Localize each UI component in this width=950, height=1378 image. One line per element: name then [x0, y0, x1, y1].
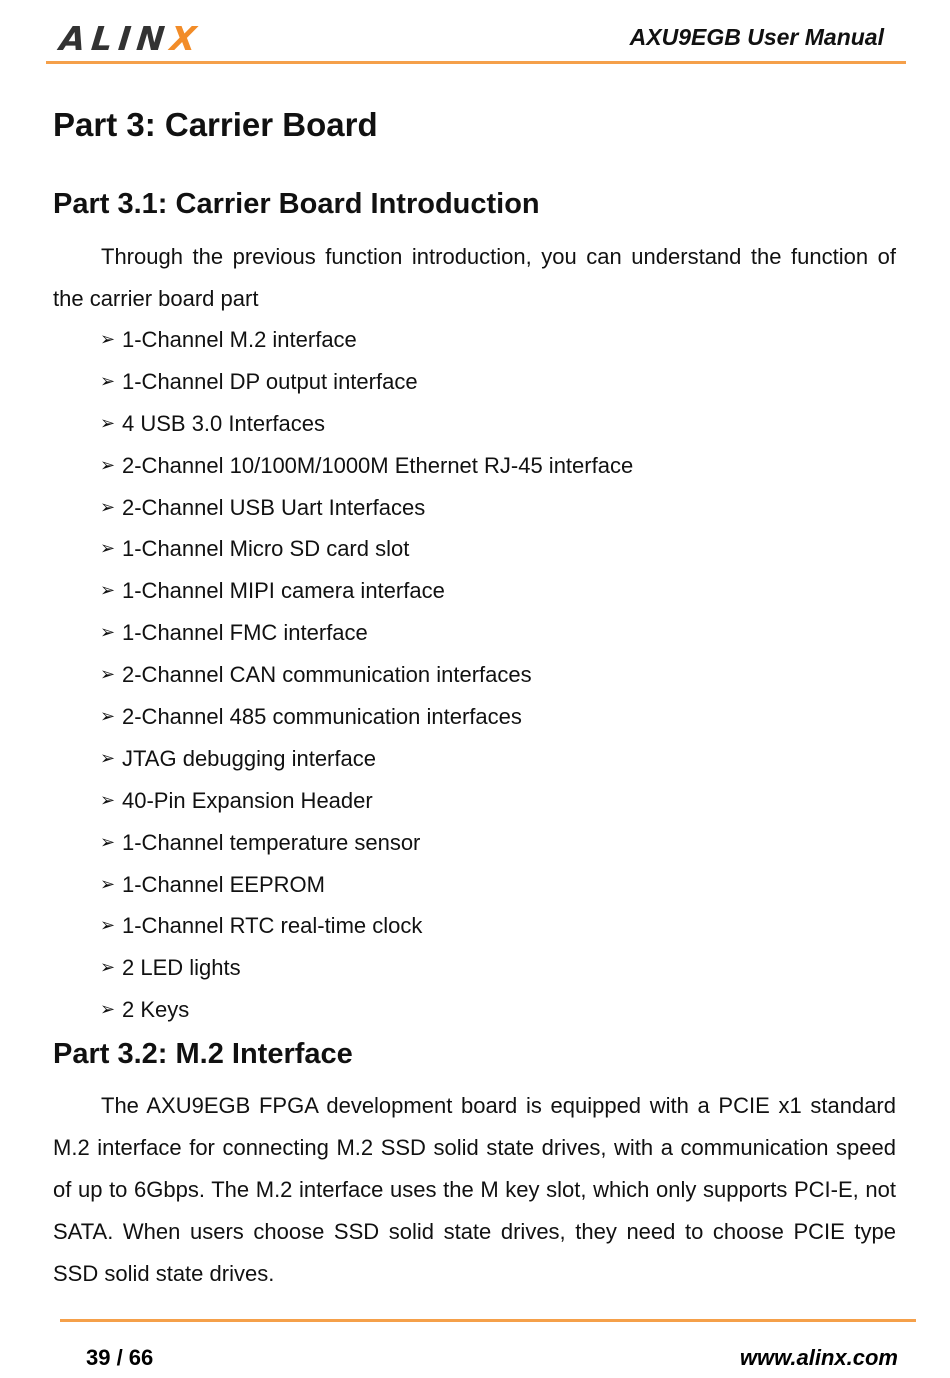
feature-list-item: [100, 738, 633, 780]
feature-list-label: 1-Channel DP output interface: [122, 368, 418, 394]
feature-list-item: [100, 864, 633, 906]
section-heading-m2: Part 3.2: M.2 Interface: [53, 1038, 353, 1070]
feature-list-item: [100, 528, 633, 570]
right-arrowhead-icon: ➢: [100, 831, 116, 853]
feature-list-label: 2-Channel 10/100M/1000M Ethernet RJ-45 interface: [122, 452, 634, 478]
feature-list-item: [100, 905, 633, 947]
right-arrowhead-icon: ➢: [100, 957, 116, 979]
logo-wordmark: ALINX: [57, 18, 204, 58]
feature-list-item: [100, 654, 633, 696]
feature-list-label: 2-Channel CAN communication interfaces: [122, 662, 532, 688]
intro-text: Through the previous function introduction, you can understand the function of the carrier board part: [53, 244, 896, 311]
feature-list-label: 1-Channel RTC real-time clock: [122, 913, 423, 939]
right-arrowhead-icon: ➢: [100, 999, 116, 1021]
right-arrowhead-icon: ➢: [100, 370, 116, 392]
right-arrowhead-icon: ➢: [100, 873, 116, 895]
feature-list-item: [100, 487, 633, 529]
right-arrowhead-icon: ➢: [100, 580, 116, 602]
right-arrowhead-icon: ➢: [100, 454, 116, 476]
feature-list-label: 40-Pin Expansion Header: [122, 787, 373, 813]
right-arrowhead-icon: ➢: [100, 915, 116, 937]
feature-list-label: 1-Channel MIPI camera interface: [122, 578, 445, 604]
feature-list-label: 2 Keys: [122, 997, 190, 1023]
right-arrowhead-icon: ➢: [100, 622, 116, 644]
page-number: 39 / 66: [86, 1345, 154, 1370]
m2-text: The AXU9EGB FPGA development board is equipped with a PCIE x1 standard M.2 interface for connecting M.2 SSD solid state drives, with a communication speed of up to 6Gbps. The M.2 interface uses the M key slot, which only supports PCI-E, not SATA. When users choose SSD solid state drives, they need to choose PCIE type SSD solid state drives.: [53, 1093, 896, 1286]
feature-list-item: [100, 361, 633, 403]
feature-list-label: 2-Channel 485 communication interfaces: [122, 703, 522, 729]
feature-list-label: 4 USB 3.0 Interfaces: [122, 410, 325, 436]
section-heading-carrier-intro: Part 3.1: Carrier Board Introduction: [53, 188, 540, 220]
feature-list-label: 1-Channel EEPROM: [122, 871, 325, 897]
m2-paragraph: [53, 1085, 896, 1295]
feature-list-item: [100, 989, 633, 1031]
header-divider: [46, 61, 906, 64]
part-title: Part 3: Carrier Board: [53, 106, 378, 143]
feature-list-label: 2-Channel USB Uart Interfaces: [122, 494, 426, 520]
feature-list-label: 1-Channel FMC interface: [122, 620, 368, 646]
feature-list-item: [100, 403, 633, 445]
website-link[interactable]: www.alinx.com: [739, 1345, 898, 1370]
right-arrowhead-icon: ➢: [100, 538, 116, 560]
right-arrowhead-icon: ➢: [100, 412, 116, 434]
right-arrowhead-icon: ➢: [100, 789, 116, 811]
right-arrowhead-icon: ➢: [100, 328, 116, 350]
manual-title: AXU9EGB User Manual: [629, 24, 884, 50]
feature-list-item: [100, 319, 633, 361]
feature-list-item: [100, 780, 633, 822]
feature-list-item: [100, 445, 633, 487]
intro-paragraph: [53, 236, 896, 320]
right-arrowhead-icon: ➢: [100, 664, 116, 686]
feature-list-label: 2 LED lights: [122, 955, 241, 981]
feature-list-label: JTAG debugging interface: [122, 745, 376, 771]
feature-list-label: 1-Channel Micro SD card slot: [122, 536, 410, 562]
right-arrowhead-icon: ➢: [100, 747, 116, 769]
feature-list-item: [100, 822, 633, 864]
alinx-logo: [57, 18, 204, 58]
feature-list-item: [100, 612, 633, 654]
feature-list-item: [100, 947, 633, 989]
feature-list: [100, 319, 633, 1031]
feature-list-label: 1-Channel temperature sensor: [122, 829, 421, 855]
right-arrowhead-icon: ➢: [100, 705, 116, 727]
feature-list-label: 1-Channel M.2 interface: [122, 326, 357, 352]
footer-divider: [60, 1319, 916, 1322]
right-arrowhead-icon: ➢: [100, 496, 116, 518]
feature-list-item: [100, 696, 633, 738]
feature-list-item: [100, 570, 633, 612]
